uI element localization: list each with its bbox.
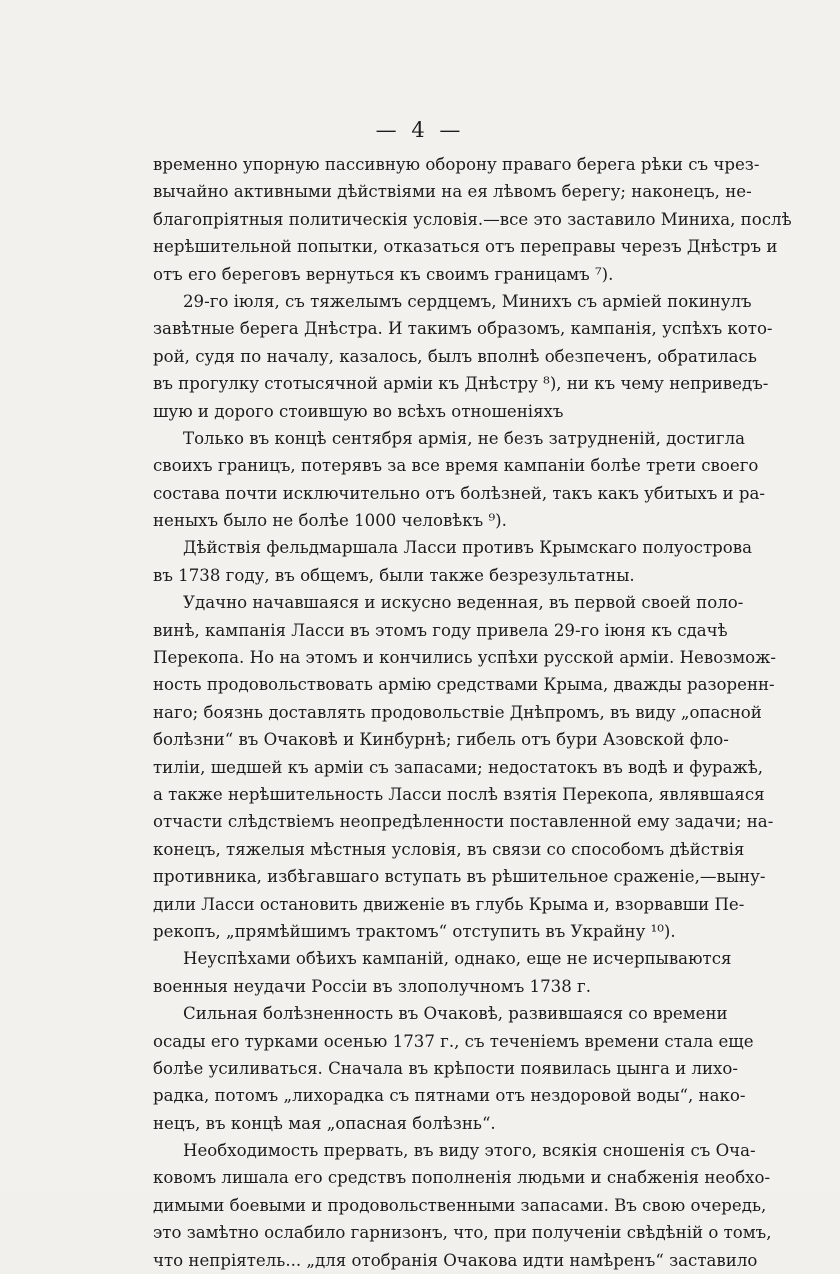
paragraph-last-line: рекопъ, „прямѣйшимъ трактомъ“ отступить въ Украйну ¹⁰). — [153, 921, 676, 941]
text-line: наго; боязнь доставлять продовольствіе Днѣпромъ, въ виду „опасной — [153, 702, 762, 722]
text-line: благопріятныя политическія условія.—все это заставило Миниха, послѣ — [153, 209, 792, 229]
text-line: радка, потомъ „лихорадка съ пятнами отъ нездоровой воды“, нако- — [153, 1086, 746, 1106]
text-line: Перекопа. Но на этомъ и кончились успѣхи русской арміи. Невозмож- — [153, 648, 777, 668]
text-line: состава почти исключительно отъ болѣзней, такъ какъ убитыхъ и ра- — [153, 483, 765, 503]
text-line: ность продовольствовать армію средствами Крыма, дважды разоренн- — [153, 675, 775, 695]
text-line: тиліи, шедшей къ арміи съ запасами; недостатокъ въ водѣ и фуражѣ, — [153, 757, 764, 777]
text-line: Только въ концѣ сентября армія, не безъ затрудненій, достигла — [183, 428, 746, 448]
text-line: болѣе усиливаться. Сначала въ крѣпости появилась цынга и лихо- — [153, 1058, 739, 1078]
text-line: осады его турками осенью 1737 г., съ теченіемъ времени стала еще — [153, 1031, 754, 1051]
text-line: Удачно начавшаяся и искусно веденная, въ первой своей поло- — [183, 593, 744, 613]
text-line: Сильная болѣзненность въ Очаковѣ, развившаяся со времени — [183, 1004, 728, 1024]
paragraph-last-line: военныя неудачи Россіи въ злополучномъ 1738 г. — [153, 976, 592, 996]
text-line: это замѣтно ослабило гарнизонъ, что, при полученіи свѣдѣній о томъ, — [153, 1223, 772, 1243]
text-line: вычайно активными дѣйствіями на ея лѣвомъ берегу; наконецъ, не- — [153, 182, 752, 202]
paragraph-last-line: шую и дорого стоившую во всѣхъ отношеніяхъ — [153, 401, 564, 421]
body-text — [153, 151, 792, 1274]
text-line: болѣзни“ въ Очаковѣ и Кинбурнѣ; гибель отъ бури Азовской фло- — [153, 730, 729, 750]
text-line: нерѣшительной попытки, отказаться отъ переправы черезъ Днѣстръ и — [153, 237, 778, 257]
text-line: что непріятель... „для отобранія Очакова идти намѣренъ“ заставило — [153, 1250, 758, 1270]
text-line: противника, избѣгавшаго вступать въ рѣшительное сраженіе,—выну- — [153, 867, 766, 887]
text-line: рой, судя по началу, казалось, былъ вполнѣ обезпеченъ, обратилась — [153, 346, 757, 366]
paragraph-last-line: неныхъ было не болѣе 1000 человѣкъ ⁹). — [153, 511, 507, 531]
text-line: конецъ, тяжелыя мѣстныя условія, въ связи со способомъ дѣйствія — [153, 839, 745, 859]
text-line: винѣ, кампанія Ласси въ этомъ году привела 29-го іюня къ сдачѣ — [153, 620, 728, 640]
text-line: 29-го іюля, съ тяжелымъ сердцемъ, Минихъ съ арміей покинулъ — [183, 291, 752, 311]
text-line: дили Ласси остановить движеніе въ глубь Крыма и, взорвавши Пе- — [153, 894, 745, 914]
text-line: ковомъ лишала его средствъ пополненія людьми и снабженія необхо- — [153, 1168, 771, 1188]
text-line: завѣтные берега Днѣстра. И такимъ образомъ, кампанія, успѣхъ кото- — [153, 319, 773, 339]
text-line: отчасти слѣдствіемъ неопредѣленности поставленной ему задачи; на- — [153, 812, 774, 832]
paragraph-last-line: нецъ, въ концѣ мая „опасная болѣзнь“. — [153, 1113, 496, 1133]
page-number: — 4 — — [375, 118, 465, 142]
text-line: а также нерѣшительность Ласси послѣ взятія Перекопа, являвшаяся — [153, 784, 765, 804]
text-line: Неуспѣхами обѣихъ кампаній, однако, еще не исчерпываются — [183, 949, 732, 969]
paragraph-last-line: въ 1738 году, въ общемъ, были также безрезультатны. — [153, 565, 635, 585]
text-line: Необходимость прервать, въ виду этого, всякія сношенія съ Оча- — [183, 1141, 756, 1161]
text-line: Дѣйствія фельдмаршала Ласси противъ Крымскаго полуострова — [183, 538, 752, 558]
text-line: временно упорную пассивную оборону праваго берега рѣки съ чрез- — [153, 155, 760, 174]
text-line: въ прогулку стотысячной арміи къ Днѣстру ⁸), ни къ чему неприведъ- — [153, 374, 769, 394]
paragraph-last-line: отъ его береговъ вернуться къ своимъ границамъ ⁷). — [153, 264, 614, 284]
text-line: своихъ границъ, потерявъ за все время кампаніи болѣе трети своего — [153, 456, 759, 476]
text-line: димыми боевыми и продовольственными запасами. Въ свою очередь, — [153, 1195, 767, 1215]
